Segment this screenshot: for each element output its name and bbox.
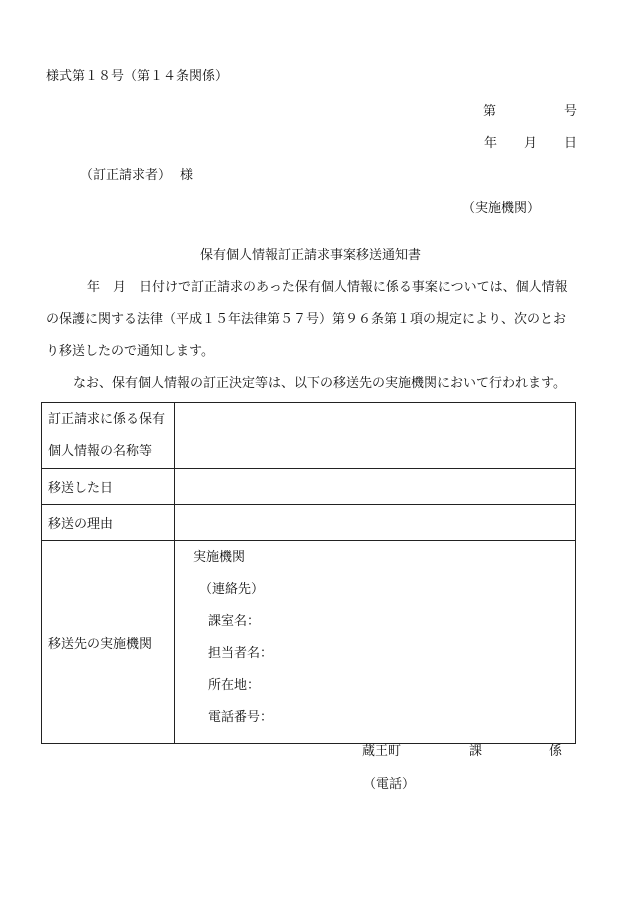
footer-town: 蔵王町 bbox=[362, 744, 402, 759]
contact-heading: （連絡先） bbox=[199, 582, 265, 597]
footer-kakari: 係 bbox=[549, 744, 563, 759]
date-year: 年 bbox=[484, 136, 498, 151]
recipient-honorific: 様 bbox=[180, 168, 194, 183]
document-title: 保有個人情報訂正請求事案移送通知書 bbox=[200, 248, 422, 263]
body-line-1: 年 月 日付けで訂正請求のあった保有個人情報に係る事案については、個人情報 bbox=[87, 280, 568, 295]
footer-ka: 課 bbox=[469, 744, 483, 759]
doc-number-dai: 第 bbox=[483, 104, 497, 119]
body-line-2: の保護に関する法律（平成１５年法律第５７号）第９６条第１項の規定により、次のとお bbox=[46, 312, 567, 327]
row-value-info-name bbox=[175, 403, 576, 469]
table-row bbox=[42, 469, 576, 505]
row-value-destination bbox=[175, 541, 576, 744]
table-row bbox=[42, 505, 576, 541]
row-label-line: 訂正請求に係る保有 bbox=[48, 411, 166, 427]
table-row bbox=[42, 403, 576, 469]
notice-table bbox=[41, 402, 576, 744]
contact-phone: 電話番号： bbox=[208, 710, 274, 725]
form-number: 様式第１８号（第１４条関係） bbox=[46, 69, 229, 84]
row-label-transfer-date: 移送した日 bbox=[42, 469, 175, 505]
doc-number-go: 号 bbox=[564, 104, 578, 119]
row-label-line: 個人情報の名称等 bbox=[48, 443, 153, 459]
contact-section: 課室名： bbox=[208, 614, 261, 629]
row-value-transfer-reason bbox=[175, 505, 576, 541]
row-value-transfer-date bbox=[175, 469, 576, 505]
recipient: （訂正請求者） bbox=[80, 168, 172, 183]
footer-phone: （電話） bbox=[363, 777, 416, 792]
contact-agency: 実施機関 bbox=[193, 550, 246, 565]
date-day: 日 bbox=[564, 136, 578, 151]
date-month: 月 bbox=[524, 136, 538, 151]
row-label-transfer-reason: 移送の理由 bbox=[42, 505, 175, 541]
contact-block bbox=[175, 541, 575, 743]
body-line-3: り移送したので通知します。 bbox=[46, 344, 214, 359]
body-paragraph-1 bbox=[46, 272, 586, 368]
body-paragraph-2: なお、保有個人情報の訂正決定等は、以下の移送先の実施機関において行われます。 bbox=[73, 376, 566, 391]
agency-label: （実施機関） bbox=[462, 201, 541, 216]
row-label-destination: 移送先の実施機関 bbox=[42, 541, 175, 744]
row-label-info-name bbox=[42, 403, 175, 469]
contact-address: 所在地： bbox=[208, 678, 261, 693]
contact-person: 担当者名： bbox=[208, 646, 274, 661]
table-row bbox=[42, 541, 576, 744]
